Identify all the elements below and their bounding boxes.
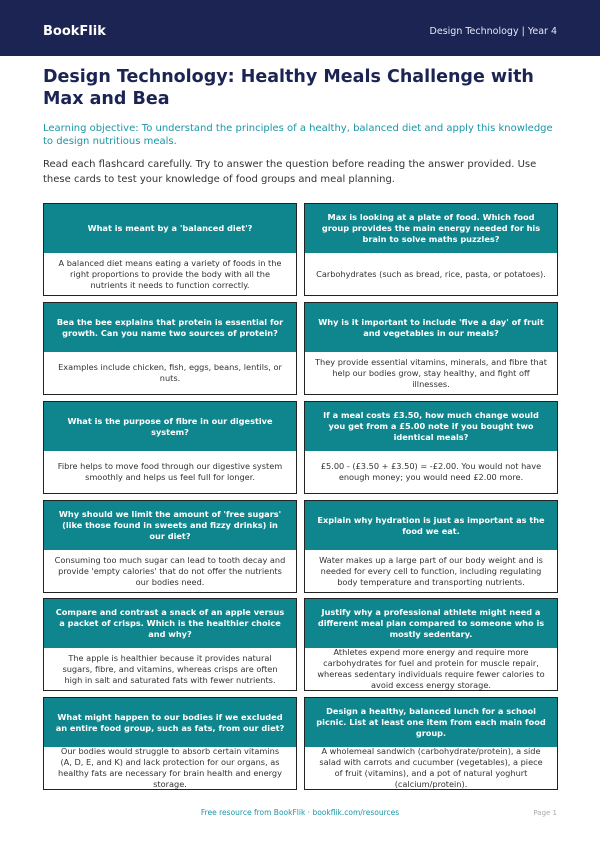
flashcard-question: Why is it important to include 'five a day' of fruit and vegetables in our meals? [305, 303, 557, 352]
flashcard-question: What is the purpose of fibre in our digestive system? [44, 402, 296, 451]
flashcard-question: Why should we limit the amount of 'free sugars' (like those found in sweets and fizzy drinks) in our diet? [44, 501, 296, 550]
flashcard-question: What is meant by a 'balanced diet'? [44, 204, 296, 253]
flashcard-answer: Athletes expend more energy and require more carbohydrates for fuel and protein for muscle repair, whereas sedentary individuals require fewer calories to avoid excess energy storage. [317, 648, 545, 690]
flashcard-question: If a meal costs £3.50, how much change would you get from a £5.00 note if you bought two identical meals? [305, 402, 557, 451]
flashcard [304, 598, 558, 691]
header-bar [0, 0, 600, 56]
flashcard-answer: Consuming too much sugar can lead to tooth decay and provide 'empty calories' that do not offer the nutrients our bodies need. [54, 554, 286, 587]
flashcard-answer: Water makes up a large part of our body weight and is needed for every cell to function, including regulating body temperature and transporting nutrients. [319, 554, 543, 587]
flashcard-question: Max is looking at a plate of food. Which food group provides the main energy needed for his brain to solve maths puzzles? [305, 204, 557, 253]
flashcard [43, 401, 297, 494]
flashcard [43, 302, 297, 395]
page-title: Design Technology: Healthy Meals Challenge with Max and Bea [43, 67, 534, 109]
flashcard [304, 697, 558, 790]
page-number: Page 1 [533, 809, 557, 817]
flashcard [43, 697, 297, 790]
flashcard [43, 598, 297, 691]
flashcard-answer: Fibre helps to move food through our digestive system smoothly and helps us feel full for longer. [57, 461, 283, 482]
flashcard-answer: Carbohydrates (such as bread, rice, pasta, or potatoes). [316, 268, 546, 279]
flashcard-question: Justify why a professional athlete might need a different meal plan compared to someone who is mostly sedentary. [305, 599, 557, 648]
flashcard [304, 203, 558, 296]
flashcard [304, 500, 558, 593]
flashcard-question: Bea the bee explains that protein is essential for growth. Can you name two sources of protein? [44, 303, 296, 352]
flashcard [43, 500, 297, 593]
instructions: Read each flashcard carefully. Try to answer the question before reading the answer provided. Use these cards to test your knowledge of food groups and meal planning. [43, 159, 537, 185]
flashcard-answer: They provide essential vitamins, minerals, and fibre that help our bodies grow, stay healthy, and fight off illnesses. [315, 356, 547, 389]
flashcard-question: What might happen to our bodies if we excluded an entire food group, such as fats, from our diet? [44, 698, 296, 747]
flashcard-answer: A wholemeal sandwich (carbohydrate/protein), a side salad with carrots and cucumber (vegetables), a piece of fruit (vitamins), and a pot of natural yoghurt (calcium/protein). [319, 747, 543, 789]
flashcard-answer: Examples include chicken, fish, eggs, beans, lentils, or nuts. [58, 362, 282, 383]
learning-objective: Learning objective: To understand the principles of a healthy, balanced diet and apply this knowledge to design nutritious meals. [43, 123, 553, 147]
flashcard-question: Design a healthy, balanced lunch for a school picnic. List at least one item from each main food group. [305, 698, 557, 747]
flashcard-question: Explain why hydration is just as important as the food we eat. [305, 501, 557, 550]
flashcard [304, 302, 558, 395]
flashcard-answer: £5.00 - (£3.50 + £3.50) = -£2.00. You would not have enough money; you would need £2.00 more. [320, 461, 542, 482]
flashcard [304, 401, 558, 494]
flashcard-question: Compare and contrast a snack of an apple versus a packet of crisps. Which is the healthier choice and why? [44, 599, 296, 648]
subject-label: Design Technology | Year 4 [429, 26, 557, 37]
brand-logo[interactable]: BookFlik [43, 24, 106, 39]
flashcard [43, 203, 297, 296]
footer-link[interactable]: Free resource from BookFlik · bookflik.com/resources [200, 808, 400, 817]
flashcard-answer: Our bodies would struggle to absorb certain vitamins (A, D, E, and K) and lack protection for our organs, as healthy fats are necessary for brain health and energy storage. [58, 747, 282, 789]
flashcard-answer: The apple is healthier because it provides natural sugars, fibre, and vitamins, whereas crisps are often high in salt and saturated fats with fewer nutrients. [62, 652, 278, 685]
flashcard-answer: A balanced diet means eating a variety of foods in the right proportions to provide the body with all the nutrients it needs to function correctly. [58, 257, 282, 290]
